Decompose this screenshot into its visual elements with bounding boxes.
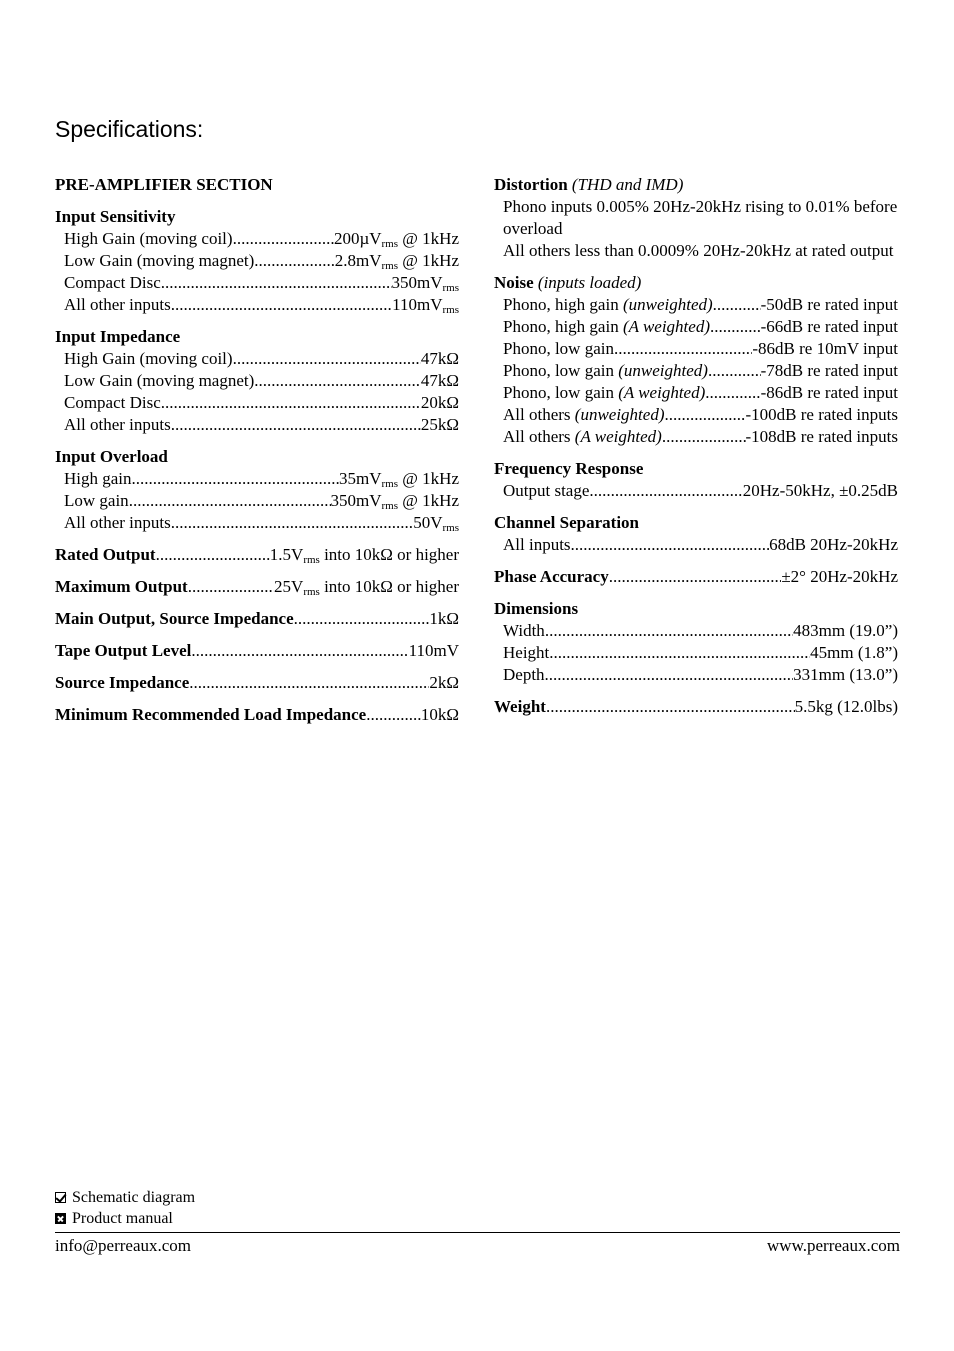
- spec-label: Phono, low gain (A weighted): [503, 383, 706, 402]
- input-overload-block: [55, 446, 459, 534]
- checkbox-checked-icon: [55, 1192, 66, 1203]
- leader-dots: [171, 414, 421, 436]
- page-title: Specifications:: [55, 116, 204, 142]
- distortion-block: [494, 174, 898, 262]
- spec-row: [494, 566, 898, 588]
- spec-row: [494, 404, 898, 426]
- frequency-response-heading: Frequency Response: [494, 459, 644, 478]
- spec-label: Low Gain (moving magnet): [64, 371, 255, 390]
- spec-value: -86dB re rated input: [760, 383, 898, 402]
- weight-block: [494, 696, 898, 718]
- channel-separation-block: [494, 512, 898, 556]
- spec-value: $350mV_{rms}$ @ 1kHz: [330, 491, 459, 512]
- footer-divider: [55, 1232, 900, 1233]
- checklist-label: Product manual: [72, 1210, 173, 1227]
- leader-dots: [191, 640, 408, 662]
- spec-row: [494, 534, 898, 556]
- input-sensitivity-heading: Input Sensitivity: [55, 207, 176, 226]
- leader-dots: [156, 544, 270, 566]
- leader-dots: [161, 392, 421, 414]
- spec-row: [494, 426, 898, 448]
- leader-dots: [188, 576, 274, 598]
- spec-value: 47kΩ: [420, 371, 459, 390]
- spec-label: Weight: [494, 697, 546, 716]
- spec-row: [55, 608, 459, 630]
- maximum-output-block: [55, 576, 459, 598]
- spec-value: $2.8mV_{rms}$ @ 1kHz: [334, 251, 459, 272]
- leader-dots: [254, 250, 335, 272]
- rated-output-block: [55, 544, 459, 566]
- spec-value: 483mm (19.0”): [793, 621, 898, 640]
- spec-row: [494, 480, 898, 502]
- spec-value: 10kΩ: [420, 705, 459, 724]
- leader-dots: [161, 272, 392, 294]
- spec-row: [494, 664, 898, 686]
- spec-label: Low Gain (moving magnet): [64, 251, 255, 270]
- checkbox-crossed-icon: [55, 1213, 66, 1224]
- spec-row: [494, 316, 898, 338]
- leader-dots: [545, 620, 793, 642]
- leader-dots: [664, 404, 745, 426]
- spec-row: [55, 640, 459, 662]
- spec-value: -100dB re rated inputs: [745, 405, 898, 424]
- leader-dots: [614, 338, 752, 360]
- spec-label: Phono, high gain (unweighted): [503, 295, 713, 314]
- spec-label: Minimum Recommended Load Impedance: [55, 705, 367, 724]
- input-impedance-heading: Input Impedance: [55, 327, 181, 346]
- spec-label: Compact Disc: [64, 273, 161, 292]
- leader-dots: [233, 348, 421, 370]
- spec-value: 45mm (1.8”): [810, 643, 898, 662]
- leader-dots: [366, 704, 421, 726]
- spec-label: All inputs: [503, 535, 571, 554]
- spec-value: ±2° 20Hz-20kHz: [781, 567, 898, 586]
- input-overload-heading: Input Overload: [55, 447, 168, 466]
- spec-row: [55, 576, 459, 598]
- spec-label: Phono, low gain (unweighted): [503, 361, 708, 380]
- checklist-item-schematic: [55, 1187, 195, 1208]
- spec-row: [55, 512, 459, 534]
- source-impedance-block: [55, 672, 459, 694]
- spec-row: [55, 392, 459, 414]
- spec-label: Depth: [503, 665, 545, 684]
- leader-dots: [546, 696, 795, 718]
- spec-label: All other inputs: [64, 415, 171, 434]
- spec-label: High gain: [64, 469, 132, 488]
- min-load-block: [55, 704, 459, 726]
- spec-value: -108dB re rated inputs: [745, 427, 898, 446]
- spec-row: [494, 338, 898, 360]
- spec-row: [55, 370, 459, 392]
- spec-label: Output stage: [503, 481, 590, 500]
- spec-row: [55, 672, 459, 694]
- input-impedance-block: [55, 326, 459, 436]
- frequency-response-block: [494, 458, 898, 502]
- leader-dots: [294, 608, 430, 630]
- checklist-label: Schematic diagram: [72, 1189, 196, 1206]
- leader-dots: [713, 294, 761, 316]
- phase-accuracy-block: [494, 566, 898, 588]
- spec-row: [55, 468, 459, 490]
- spec-value: 110mV: [408, 641, 459, 660]
- spec-label: High Gain (moving coil): [64, 349, 233, 368]
- spec-value: -86dB re 10mV input: [752, 339, 898, 358]
- leader-dots: [129, 490, 331, 512]
- section-title: PRE-AMPLIFIER SECTION: [55, 175, 273, 194]
- spec-value: $50V_{rms}$: [413, 513, 459, 534]
- spec-label: Low gain: [64, 491, 129, 510]
- tape-output-block: [55, 640, 459, 662]
- leader-dots: [609, 566, 782, 588]
- leader-dots: [705, 382, 760, 404]
- spec-label: Height: [503, 643, 550, 662]
- section-heading-block: [55, 174, 459, 196]
- leader-dots: [171, 512, 414, 534]
- spec-label: Width: [503, 621, 545, 640]
- spec-value: $1.5V_{rms}$ into 10kΩ or higher: [269, 545, 459, 566]
- right-column: [494, 174, 898, 728]
- leader-dots: [132, 468, 339, 490]
- spec-label: All others (A weighted): [503, 427, 662, 446]
- spec-label: All other inputs: [64, 295, 171, 314]
- spec-row: [494, 294, 898, 316]
- spec-row: [494, 360, 898, 382]
- spec-value: 5.5kg (12.0lbs): [794, 697, 898, 716]
- spec-value: 68dB 20Hz-20kHz: [769, 535, 898, 554]
- spec-label: Tape Output Level: [55, 641, 192, 660]
- spec-row: [55, 544, 459, 566]
- spec-row: [55, 250, 459, 272]
- noise-block: [494, 272, 898, 448]
- spec-value: $35mV_{rms}$ @ 1kHz: [339, 469, 459, 490]
- left-column: [55, 174, 459, 736]
- spec-value: 25kΩ: [420, 415, 459, 434]
- spec-row: [55, 704, 459, 726]
- spec-label: Maximum Output: [55, 577, 188, 596]
- spec-row: [55, 490, 459, 512]
- spec-row: [55, 294, 459, 316]
- leader-dots: [233, 228, 334, 250]
- leader-dots: [545, 664, 794, 686]
- spec-value: 20Hz-50kHz, ±0.25dB: [742, 481, 898, 500]
- leader-dots: [254, 370, 421, 392]
- spec-label: High Gain (moving coil): [64, 229, 233, 248]
- spec-label: Source Impedance: [55, 673, 190, 692]
- footer-website: www.perreaux.com: [767, 1236, 900, 1255]
- dimensions-block: [494, 598, 898, 686]
- spec-label: Compact Disc: [64, 393, 161, 412]
- spec-value: 331mm (13.0”): [793, 665, 898, 684]
- spec-value: -50dB re rated input: [760, 295, 898, 314]
- spec-row: [494, 696, 898, 718]
- spec-row: [494, 642, 898, 664]
- leader-dots: [549, 642, 810, 664]
- spec-value: 1kΩ: [429, 609, 459, 628]
- distortion-heading: Distortion (THD and IMD): [494, 175, 684, 194]
- spec-label: All others (unweighted): [503, 405, 665, 424]
- spec-label: Phono, high gain (A weighted): [503, 317, 710, 336]
- leader-dots: [589, 480, 742, 502]
- spec-label: Phono, low gain: [503, 339, 614, 358]
- footer-email: info@perreaux.com: [55, 1236, 192, 1255]
- spec-value: 20kΩ: [420, 393, 459, 412]
- spec-value: 47kΩ: [420, 349, 459, 368]
- channel-separation-heading: Channel Separation: [494, 513, 639, 532]
- spec-row: [494, 620, 898, 642]
- spec-row: [55, 348, 459, 370]
- leader-dots: [708, 360, 761, 382]
- spec-label: All other inputs: [64, 513, 171, 532]
- distortion-line: Phono inputs 0.005% 20Hz-20kHz rising to 0.01% before overload: [503, 197, 898, 238]
- leader-dots: [189, 672, 429, 694]
- input-sensitivity-block: [55, 206, 459, 316]
- spec-row: [55, 272, 459, 294]
- noise-heading: Noise (inputs loaded): [494, 273, 642, 292]
- leader-dots: [710, 316, 761, 338]
- spec-label: Phase Accuracy: [494, 567, 609, 586]
- spec-value: $350mV_{rms}$: [391, 273, 459, 294]
- main-output-block: [55, 608, 459, 630]
- leader-dots: [571, 534, 770, 556]
- spec-row: [55, 414, 459, 436]
- leader-dots: [662, 426, 746, 448]
- checklist-item-manual: [55, 1208, 195, 1229]
- spec-value: 2kΩ: [429, 673, 459, 692]
- distortion-line: All others less than 0.0009% 20Hz-20kHz at rated output: [503, 241, 894, 260]
- spec-value: 200µV$_{rms}$ @ 1kHz: [333, 229, 459, 250]
- footer-checklist: [55, 1187, 195, 1229]
- spec-value: $110mV_{rms}$: [392, 295, 459, 316]
- spec-value: -78dB re rated input: [760, 361, 898, 380]
- spec-label: Rated Output: [55, 545, 156, 564]
- spec-value: $25V_{rms}$ into 10kΩ or higher: [274, 577, 459, 598]
- spec-row: [494, 382, 898, 404]
- spec-label: Main Output, Source Impedance: [55, 609, 294, 628]
- dimensions-heading: Dimensions: [494, 599, 579, 618]
- spec-value: -66dB re rated input: [760, 317, 898, 336]
- leader-dots: [171, 294, 392, 316]
- spec-row: [55, 228, 459, 250]
